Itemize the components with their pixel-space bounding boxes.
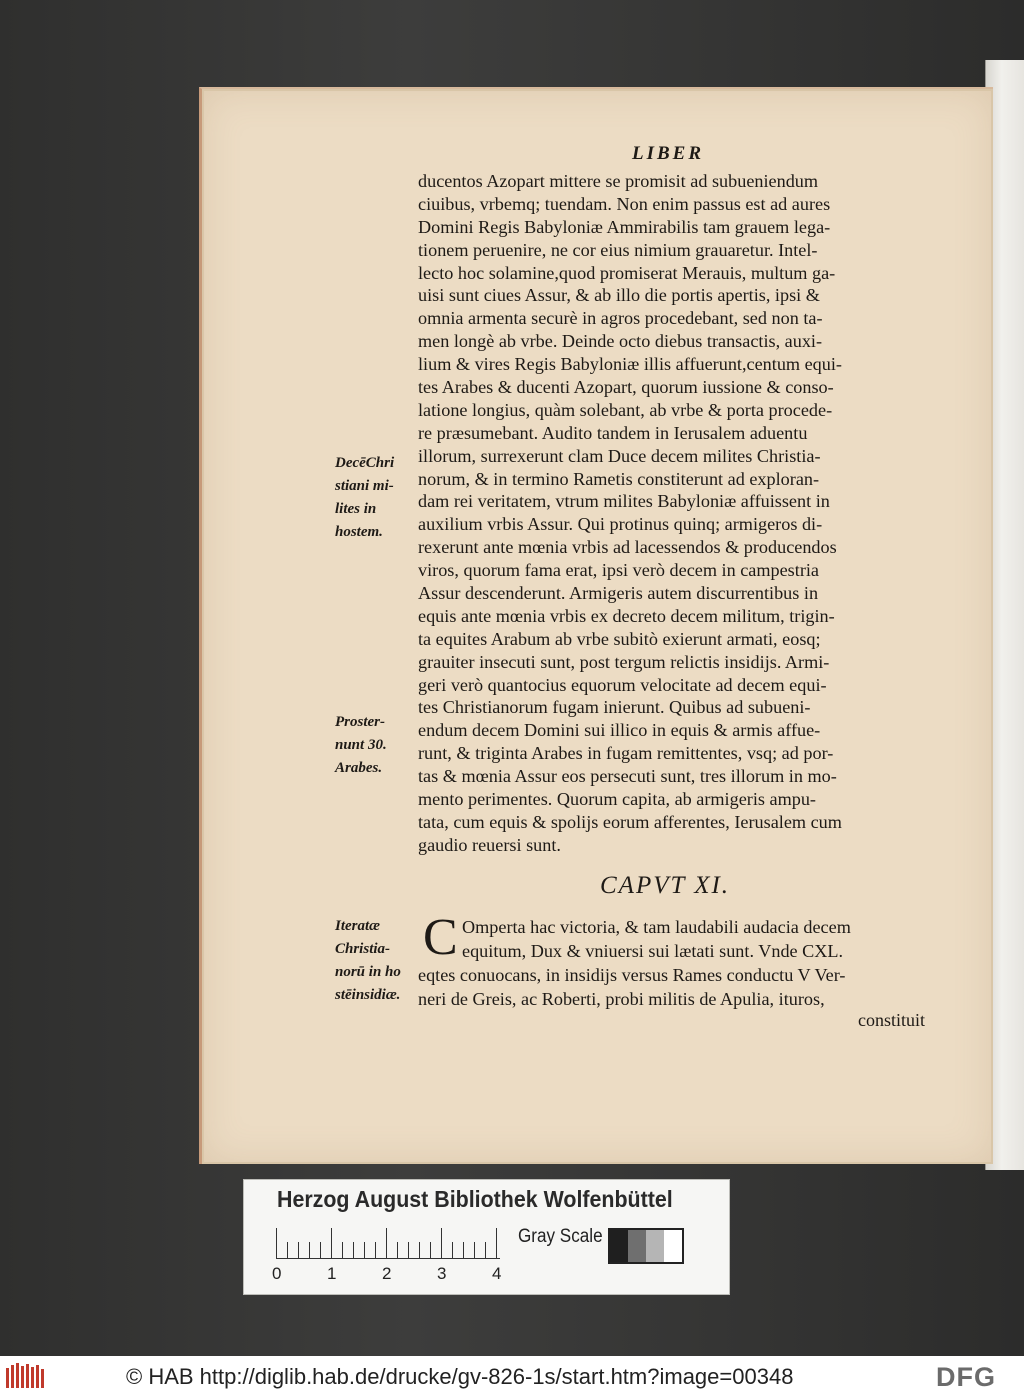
ruler-tick <box>320 1242 321 1258</box>
text-line: re præsumebant. Audito tandem in Ierusalem aduentu <box>418 422 808 443</box>
ruler-tick <box>298 1242 299 1258</box>
ruler-number: 1 <box>327 1264 337 1283</box>
ruler-tick <box>397 1242 398 1258</box>
text-line: equis ante mœnia vrbis ex decreto decem militum, trigin- <box>418 605 835 626</box>
ruler-tick <box>430 1242 431 1258</box>
ruler-tick <box>386 1228 387 1258</box>
text-line: Domini Regis Babyloniæ Ammirabilis tam grauem lega- <box>418 216 831 237</box>
text-line: tes Arabes & ducenti Azopart, quorum iussione & conso- <box>418 377 834 398</box>
gray-scale-swatches <box>608 1228 684 1264</box>
ruler-tick <box>463 1242 464 1258</box>
text-line: mento perimentes. Quorum capita, ab armigeris ampu- <box>418 789 816 810</box>
text-line: tes Christianorum fugam inierunt. Quibus ad subueni- <box>418 697 811 718</box>
text-line: tionem peruenire, ne cor eius nimium grauaretur. Intel- <box>418 239 818 260</box>
text-line: rexerunt ante mœnia vrbis ad lacessendos & producendos <box>418 537 837 558</box>
marginal-line: DecēChri <box>335 455 395 471</box>
ruler-tick <box>331 1228 332 1258</box>
marginal-line: norū in ho <box>335 964 401 980</box>
text-line: equitum, Dux & vniuersi sui lætati sunt. Vnde CXL. <box>462 941 844 961</box>
text-line: Omperta hac victoria, & tam laudabili audacia decem <box>462 917 851 937</box>
marginal-line: hostem. <box>335 524 383 540</box>
marginal-line: Proster- <box>335 714 385 730</box>
ruler-tick <box>276 1228 277 1258</box>
running-head: LIBER <box>632 143 705 164</box>
text-line: viros, quorum fama erat, ipsi verò decem in campestria <box>418 560 819 581</box>
ruler-number: 4 <box>492 1264 502 1283</box>
marginal-note-1 <box>335 452 417 544</box>
chapter-text <box>418 915 948 1011</box>
gray-swatch <box>610 1230 628 1262</box>
text-line: norum, & in termino Rametis constiterunt ad exploran- <box>418 468 820 489</box>
ruler-number: 2 <box>382 1264 392 1283</box>
text-line: Assur descenderunt. Armigeris autem discurrentibus in <box>418 583 819 604</box>
dfg-logo: DFG <box>936 1362 996 1392</box>
footer-link[interactable]: © HAB http://diglib.hab.de/drucke/gv-826-1s/start.htm?image=00348 <box>126 1364 794 1389</box>
ruler-number: 0 <box>272 1264 282 1283</box>
ruler-tick <box>441 1228 442 1258</box>
ruler-tick <box>353 1242 354 1258</box>
text-line: auxilium vrbis Assur. Qui protinus quinq; armigeros di- <box>418 514 823 535</box>
body-text <box>418 170 948 857</box>
marginal-note-3 <box>335 915 417 1007</box>
drop-capital: C <box>423 909 458 966</box>
ruler-tick <box>474 1242 475 1258</box>
marginal-note-2 <box>335 711 417 780</box>
ruler-tick <box>408 1242 409 1258</box>
text-line: men longè ab vrbe. Deinde octo diebus transactis, auxi- <box>418 331 823 352</box>
text-line: latione longius, quàm solebant, ab vrbe & porta procede- <box>418 399 833 420</box>
text-line: ta equites Arabum ab vrbe subitò exierunt armati, eosq; <box>418 628 821 649</box>
gray-scale-label: Gray Scale <box>518 1226 603 1247</box>
marginal-line: lites in <box>335 501 377 517</box>
text-line: omnia armenta securè in agros procedebant, sed non ta- <box>418 308 823 329</box>
ruler-tick <box>342 1242 343 1258</box>
hab-logo-icon <box>5 1362 45 1390</box>
gray-swatch <box>646 1230 664 1262</box>
text-line: illorum, surrexerunt clam Duce decem milites Christia- <box>418 445 821 466</box>
ruler-tick <box>485 1242 486 1258</box>
scale-ruler <box>272 1228 502 1283</box>
ruler-tick <box>287 1242 288 1258</box>
text-line: uisi sunt ciues Assur, & ab illo die portis apertis, ipsi & <box>418 285 820 306</box>
gray-swatch <box>664 1230 682 1262</box>
text-line: lecto hoc solamine,quod promiserat Merauis, multum ga- <box>418 262 836 283</box>
text-line: neri de Greis, ac Roberti, probi militis de Apulia, ituros, <box>418 989 825 1009</box>
text-line: eqtes conuocans, in insidijs versus Rames conductu V Ver- <box>418 965 846 985</box>
marginal-line: Arabes. <box>335 760 383 776</box>
chapter-title: CAPVT XI. <box>600 872 731 899</box>
ruler-tick <box>452 1242 453 1258</box>
marginal-line: stēinsidiæ. <box>335 987 401 1003</box>
ruler-tick <box>496 1228 497 1258</box>
text-line: tas & mœnia Assur eos persecuti sunt, tres illorum in mo- <box>418 766 837 787</box>
catchword: constituit <box>858 1010 925 1030</box>
card-title: Herzog August Bibliothek Wolfenbüttel <box>277 1186 673 1212</box>
ruler-number: 3 <box>437 1264 447 1283</box>
text-line: tata, cum equis & spolijs eorum afferentes, Ierusalem cum <box>418 811 842 832</box>
marginal-line: Christia- <box>335 941 391 957</box>
ruler-tick <box>364 1242 365 1258</box>
text-line: gaudio reuersi sunt. <box>418 834 561 855</box>
text-line: grauiter insecuti sunt, post tergum relictis insidijs. Armi- <box>418 651 830 672</box>
marginal-line: Iteratæ <box>335 918 380 934</box>
text-line: endum decem Domini sui illico in equis & armis affue- <box>418 720 821 741</box>
text-line: runt, & triginta Arabes in fugam remittentes, vsq; ad por- <box>418 743 834 764</box>
ruler-tick <box>375 1242 376 1258</box>
ruler-tick <box>309 1242 310 1258</box>
marginal-line: nunt 30. <box>335 737 387 753</box>
text-line: ducentos Azopart mittere se promisit ad subueniendum <box>418 171 819 191</box>
text-line: geri verò quantocius equorum velocitate ad decem equi- <box>418 674 827 695</box>
ruler-tick <box>419 1242 420 1258</box>
text-line: ciuibus, vrbemq; tuendam. Non enim passus est ad aures <box>418 193 831 214</box>
marginal-line: stiani mi- <box>335 478 394 494</box>
text-line: dam rei veritatem, vtrum milites Babyloniæ affuissent in <box>418 491 830 512</box>
gray-swatch <box>628 1230 646 1262</box>
text-line: lium & vires Regis Babyloniæ illis affuerunt,centum equi- <box>418 354 842 375</box>
